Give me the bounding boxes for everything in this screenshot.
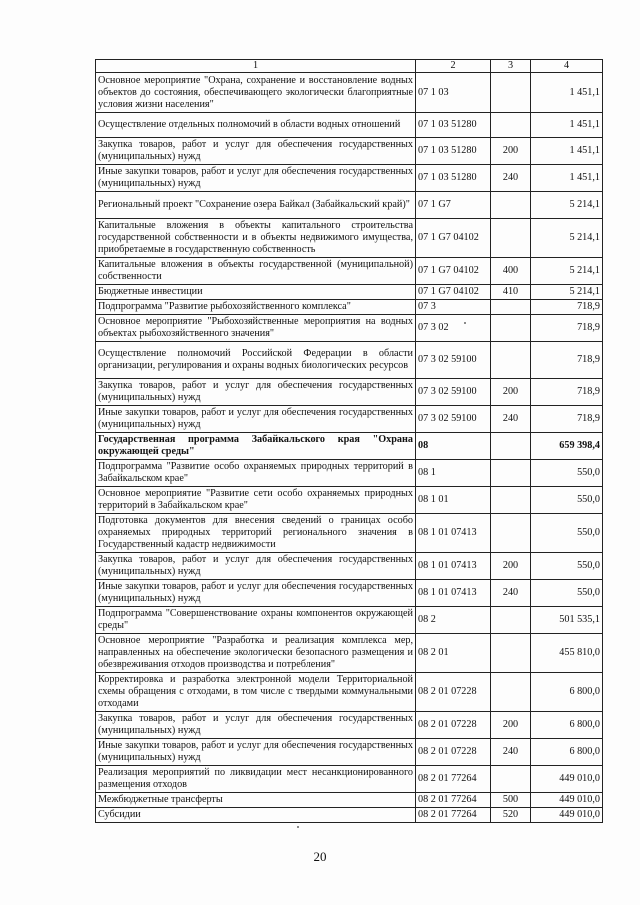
row-amount: 718,9 [531,406,603,433]
table-row [96,406,603,433]
row-amount: 5 214,1 [531,219,603,258]
row-code: 08 1 01 07413 [416,580,491,607]
row-description: Закупка товаров, работ и услуг для обеспечения государственных (муниципальных) нужд [96,379,416,406]
row-description: Подготовка документов для внесения сведений о границах особо охраняемых природных территорий регионального значения в Государственный кадастр недвижимости [96,514,416,553]
row-code: 07 1 03 51280 [416,113,491,138]
row-code: 08 2 01 [416,634,491,673]
table-row [96,808,603,823]
row-amount: 5 214,1 [531,258,603,285]
row-code: 08 2 01 77264 [416,808,491,823]
row-amount: 718,9 [531,342,603,379]
row-amount: 718,9 [531,300,603,315]
table-row [96,607,603,634]
row-expense-type [491,342,531,379]
header-col-4: 4 [531,60,603,73]
row-description: Основное мероприятие "Разработка и реализация комплекса мер, направленных на обеспечение экологически безопасного размещения и обезвреживания отходов производства и потребления" [96,634,416,673]
table-row [96,285,603,300]
row-amount: 5 214,1 [531,285,603,300]
table-row [96,192,603,219]
row-description: Субсидии [96,808,416,823]
row-description: Закупка товаров, работ и услуг для обеспечения государственных (муниципальных) нужд [96,553,416,580]
table-row [96,113,603,138]
row-expense-type: 200 [491,379,531,406]
table-row [96,634,603,673]
row-expense-type: 240 [491,165,531,192]
table-row [96,514,603,553]
row-expense-type [491,487,531,514]
row-expense-type: 240 [491,739,531,766]
row-description: Основное мероприятие "Развитие сети особо охраняемых природных территорий в Забайкальском крае" [96,487,416,514]
row-expense-type [491,192,531,219]
row-code: 08 1 01 07413 [416,553,491,580]
row-expense-type [491,673,531,712]
row-expense-type: 200 [491,138,531,165]
row-expense-type: 520 [491,808,531,823]
table-row [96,73,603,113]
header-col-3: 3 [491,60,531,73]
row-description: Основное мероприятие "Охрана, сохранение и восстановление водных объектов до состояния, обеспечивающего экологически благоприятные условия жизни населения" [96,73,416,113]
row-description: Корректировка и разработка электронной модели Территориальной схемы обращения с отходами, в том числе с твердыми коммунальными отходами [96,673,416,712]
row-amount: 6 800,0 [531,712,603,739]
row-code: 08 2 01 07228 [416,739,491,766]
row-code: 08 1 01 [416,487,491,514]
table-row [96,487,603,514]
table-row [96,138,603,165]
row-amount: 1 451,1 [531,113,603,138]
row-code: 07 3 02 59100 [416,342,491,379]
row-description: Межбюджетные трансферты [96,793,416,808]
row-expense-type: 240 [491,580,531,607]
row-code: 07 3 02 59100 [416,406,491,433]
row-amount: 6 800,0 [531,739,603,766]
table-row [96,433,603,460]
row-code: 08 1 [416,460,491,487]
row-code: 07 1 G7 04102 [416,285,491,300]
row-code: 07 1 G7 04102 [416,219,491,258]
row-code: 08 2 01 07228 [416,673,491,712]
row-amount: 550,0 [531,487,603,514]
row-expense-type [491,315,531,342]
row-description: Бюджетные инвестиции [96,285,416,300]
row-description: Подпрограмма "Совершенствование охраны компонентов окружающей среды" [96,607,416,634]
table-row [96,673,603,712]
table-row [96,258,603,285]
row-amount: 659 398,4 [531,433,603,460]
row-code: 07 1 03 51280 [416,165,491,192]
scan-speck [297,826,299,828]
row-amount: 1 451,1 [531,165,603,192]
row-expense-type [491,219,531,258]
row-description: Иные закупки товаров, работ и услуг для обеспечения государственных (муниципальных) нужд [96,580,416,607]
row-expense-type: 500 [491,793,531,808]
row-description: Капитальные вложения в объекты государственной (муниципальной) собственности [96,258,416,285]
row-expense-type [491,300,531,315]
table-row [96,165,603,192]
row-description: Иные закупки товаров, работ и услуг для обеспечения государственных (муниципальных) нужд [96,406,416,433]
row-expense-type [491,113,531,138]
table-row [96,379,603,406]
row-amount: 550,0 [531,460,603,487]
row-expense-type: 240 [491,406,531,433]
row-expense-type [491,460,531,487]
row-amount: 1 451,1 [531,138,603,165]
row-expense-type [491,73,531,113]
row-code: 08 [416,433,491,460]
row-description: Иные закупки товаров, работ и услуг для обеспечения государственных (муниципальных) нужд [96,165,416,192]
row-code: 08 2 01 77264 [416,793,491,808]
row-expense-type [491,433,531,460]
table-row [96,460,603,487]
row-expense-type [491,607,531,634]
row-code: 08 1 01 07413 [416,514,491,553]
row-code: 07 1 G7 04102 [416,258,491,285]
row-expense-type [491,634,531,673]
row-description: Капитальные вложения в объекты капитального строительства государственной собственности и в объекты недвижимого имущества, приобретаемые в государственную собственность [96,219,416,258]
row-code: 08 2 01 07228 [416,712,491,739]
row-description: Государственная программа Забайкальского края "Охрана окружающей среды" [96,433,416,460]
row-code: 07 1 G7 [416,192,491,219]
row-expense-type: 200 [491,712,531,739]
row-description: Закупка товаров, работ и услуг для обеспечения государственных (муниципальных) нужд [96,712,416,739]
row-description: Закупка товаров, работ и услуг для обеспечения государственных (муниципальных) нужд [96,138,416,165]
row-amount: 550,0 [531,514,603,553]
table-row [96,300,603,315]
row-amount: 449 010,0 [531,808,603,823]
row-amount: 718,9 [531,315,603,342]
table-row [96,553,603,580]
row-code: 07 1 03 51280 [416,138,491,165]
row-amount: 1 451,1 [531,73,603,113]
row-description: Основное мероприятие "Рыбохозяйственные мероприятия на водных объектах рыбохозяйственного значения" [96,315,416,342]
row-amount: 550,0 [531,580,603,607]
row-amount: 718,9 [531,379,603,406]
table-row [96,580,603,607]
header-col-2: 2 [416,60,491,73]
table-row [96,712,603,739]
row-code: 07 3 [416,300,491,315]
row-amount: 455 810,0 [531,634,603,673]
row-description: Осуществление полномочий Российской Федерации в области организации, регулирования и охраны водных биологических ресурсов [96,342,416,379]
table-row [96,342,603,379]
row-amount: 449 010,0 [531,766,603,793]
table-row [96,739,603,766]
table-row [96,793,603,808]
row-expense-type: 200 [491,553,531,580]
row-expense-type: 410 [491,285,531,300]
row-amount: 550,0 [531,553,603,580]
row-expense-type [491,766,531,793]
row-description: Региональный проект "Сохранение озера Байкал (Забайкальский край)" [96,192,416,219]
table-row [96,766,603,793]
header-col-1: 1 [96,60,416,73]
scan-speck [464,322,466,324]
row-code: 08 2 [416,607,491,634]
row-description: Подпрограмма "Развитие особо охраняемых природных территорий в Забайкальском крае" [96,460,416,487]
table-row [96,219,603,258]
budget-table [95,59,603,823]
row-code: 07 3 02 59100 [416,379,491,406]
table-header-row [96,60,603,73]
row-amount: 449 010,0 [531,793,603,808]
row-description: Реализация мероприятий по ликвидации мест несанкционированного размещения отходов [96,766,416,793]
row-amount: 5 214,1 [531,192,603,219]
row-description: Подпрограмма "Развитие рыбохозяйственного комплекса" [96,300,416,315]
page-number: 20 [313,849,327,864]
row-description: Иные закупки товаров, работ и услуг для обеспечения государственных (муниципальных) нужд [96,739,416,766]
row-amount: 501 535,1 [531,607,603,634]
row-expense-type: 400 [491,258,531,285]
row-expense-type [491,514,531,553]
row-code: 07 1 03 [416,73,491,113]
row-description: Осуществление отдельных полномочий в области водных отношений [96,113,416,138]
row-amount: 6 800,0 [531,673,603,712]
row-code: 07 3 02 [416,315,491,342]
table-row [96,315,603,342]
row-code: 08 2 01 77264 [416,766,491,793]
